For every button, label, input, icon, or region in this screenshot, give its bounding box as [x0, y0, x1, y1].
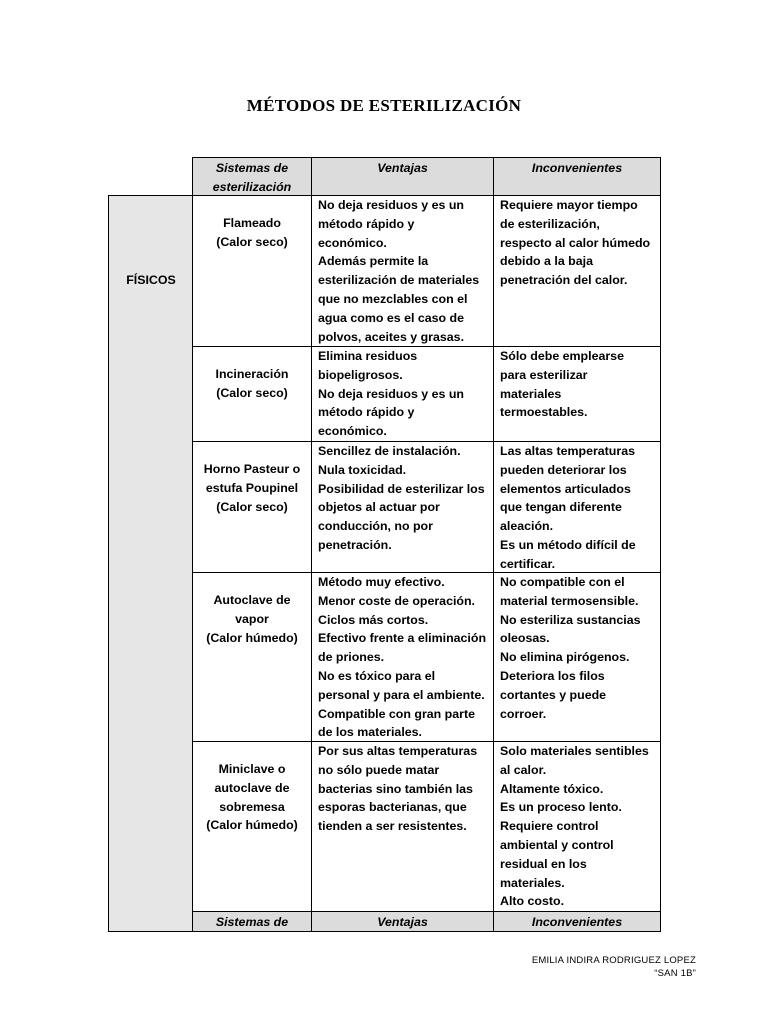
header-ventajas: [311, 157, 494, 196]
ventajas-cell: [311, 195, 494, 347]
text-line: conducción, no por: [318, 519, 433, 534]
text-line: polvos, aceites y grasas.: [318, 329, 465, 344]
method-cell-incineracion: [192, 346, 312, 442]
ventajas-cell: [311, 441, 494, 573]
text-line: corroer.: [500, 706, 547, 721]
text-line: biopeligrosos.: [318, 367, 403, 382]
text-line: Método muy efectivo.: [318, 575, 445, 589]
method-line: sobremesa: [219, 799, 285, 814]
method-line: vapor: [235, 611, 269, 626]
text-line: que no mezclables con el: [318, 291, 468, 306]
text-line: Requiere control: [500, 819, 599, 834]
text-line: Es un proceso lento.: [500, 800, 622, 815]
repeat-header-label: Sistemas de: [215, 915, 289, 929]
text-line: elementos articulados: [500, 481, 631, 496]
header-ventajas-label: Ventajas: [377, 161, 428, 175]
text-line: agua como es el caso de: [318, 310, 464, 325]
text-line: Menor coste de operación.: [318, 593, 475, 608]
text-line: objetos al actuar por: [318, 500, 440, 515]
inconvenientes-cell: [493, 572, 661, 742]
method-line: estufa Poupinel: [205, 480, 299, 495]
text-line: método rápido y: [318, 216, 415, 231]
footer-group: “SAN 1B”: [654, 968, 696, 979]
repeat-header-ventajas: [311, 911, 494, 932]
ventajas-cell: [311, 572, 494, 742]
inconvenientes-cell: [493, 741, 661, 912]
header-inconvenientes: [493, 157, 661, 196]
text-line: económico.: [318, 424, 387, 439]
text-line: termoestables.: [500, 405, 588, 420]
text-line: Las altas temperaturas: [500, 444, 635, 458]
text-line: residual en los: [500, 856, 587, 871]
text-line: que tengan diferente: [500, 500, 622, 515]
text-line: no sólo puede matar: [318, 762, 440, 777]
text-line: al calor.: [500, 762, 547, 777]
text-line: penetración.: [318, 537, 392, 552]
inconvenientes-cell: [493, 346, 661, 442]
header-inconvenientes-label: Inconvenientes: [531, 161, 623, 175]
text-line: Solo materiales sentibles: [500, 744, 649, 758]
method-line: Miniclave o: [218, 762, 286, 776]
header-sistemas-line: Sistemas de: [215, 161, 289, 175]
inconvenientes-cell: [493, 441, 661, 573]
text-line: de priones.: [318, 650, 385, 665]
text-line: No compatible con el: [500, 575, 625, 589]
text-line: tienden a ser resistentes.: [318, 819, 467, 834]
method-line: (Calor seco): [216, 385, 288, 400]
text-line: económico.: [318, 235, 387, 250]
method-cell-autoclave: [192, 572, 312, 742]
method-line: Flameado: [223, 216, 281, 230]
text-line: materiales: [500, 386, 562, 401]
text-line: Por sus altas temperaturas: [318, 744, 478, 758]
inconvenientes-cell: [493, 195, 661, 347]
method-cell-flameado: [192, 195, 312, 347]
text-line: para esterilizar: [500, 367, 588, 382]
ventajas-cell: [311, 346, 494, 442]
text-line: método rápido y: [318, 405, 415, 420]
text-line: Sólo debe emplearse: [500, 349, 624, 363]
text-line: de los materiales.: [318, 725, 422, 740]
method-cell-miniclave: [192, 741, 312, 912]
text-line: penetración del calor.: [500, 273, 628, 288]
text-line: Ciclos más cortos.: [318, 612, 429, 627]
text-line: No es tóxico para el: [318, 668, 436, 683]
text-line: esporas bacterianas, que: [318, 800, 467, 815]
text-line: Es un método difícil de: [500, 537, 636, 552]
text-line: Elimina residuos: [318, 349, 418, 363]
text-line: oleosas.: [500, 631, 550, 646]
text-line: Altamente tóxico.: [500, 781, 604, 796]
text-line: certificar.: [500, 556, 556, 571]
text-line: No deja residuos y es un: [318, 198, 464, 212]
repeat-header-label: Inconvenientes: [531, 915, 623, 929]
text-line: Sencillez de instalación.: [318, 444, 461, 458]
ventajas-cell: [311, 741, 494, 912]
text-line: materiales.: [500, 875, 565, 890]
method-line: (Calor húmedo): [206, 630, 298, 645]
group-label: FÍSICOS: [126, 273, 176, 287]
method-cell-horno: [192, 441, 312, 573]
text-line: de esterilización,: [500, 216, 600, 231]
text-line: material termosensible.: [500, 593, 639, 608]
text-line: ambiental y control: [500, 837, 614, 852]
repeat-header-inconvenientes: [493, 911, 661, 932]
method-line: autoclave de: [214, 780, 290, 795]
method-line: (Calor seco): [216, 499, 288, 514]
text-line: Requiere mayor tiempo: [500, 198, 638, 212]
text-line: pueden deteriorar los: [500, 462, 627, 477]
footer-author: EMILIA INDIRA RODRIGUEZ LOPEZ: [531, 955, 696, 966]
group-column: [108, 195, 193, 932]
text-line: Efectivo frente a eliminación: [318, 631, 487, 646]
text-line: cortantes y puede: [500, 687, 607, 702]
method-line: (Calor seco): [216, 234, 288, 249]
text-line: No esteriliza sustancias: [500, 612, 641, 627]
header-sistemas-line: esterilización: [212, 179, 292, 194]
text-line: bacterias sino también las: [318, 781, 473, 796]
text-line: Posibilidad de esterilizar los: [318, 481, 485, 496]
text-line: No deja residuos y es un: [318, 386, 464, 401]
document-title: MÉTODOS DE ESTERILIZACIÓN: [246, 96, 522, 115]
text-line: respecto al calor húmedo: [500, 235, 651, 250]
text-line: Compatible con gran parte: [318, 706, 475, 721]
method-line: Incineración: [215, 367, 289, 381]
method-line: Autoclave de: [213, 593, 291, 607]
text-line: No elimina pirógenos.: [500, 650, 630, 665]
text-line: Alto costo.: [500, 894, 565, 909]
text-line: personal y para el ambiente.: [318, 687, 485, 702]
text-line: aleación.: [500, 519, 554, 534]
text-line: esterilización de materiales: [318, 273, 480, 288]
method-line: (Calor húmedo): [206, 818, 298, 833]
repeat-header-label: Ventajas: [377, 915, 428, 929]
repeat-header-sistemas: [192, 911, 312, 932]
header-sistemas: [192, 157, 312, 196]
method-line: Horno Pasteur o: [203, 462, 301, 476]
text-line: Deteriora los filos: [500, 668, 605, 683]
text-line: debido a la baja: [500, 254, 593, 269]
text-line: Además permite la: [318, 254, 429, 269]
text-line: Nula toxicidad.: [318, 462, 407, 477]
